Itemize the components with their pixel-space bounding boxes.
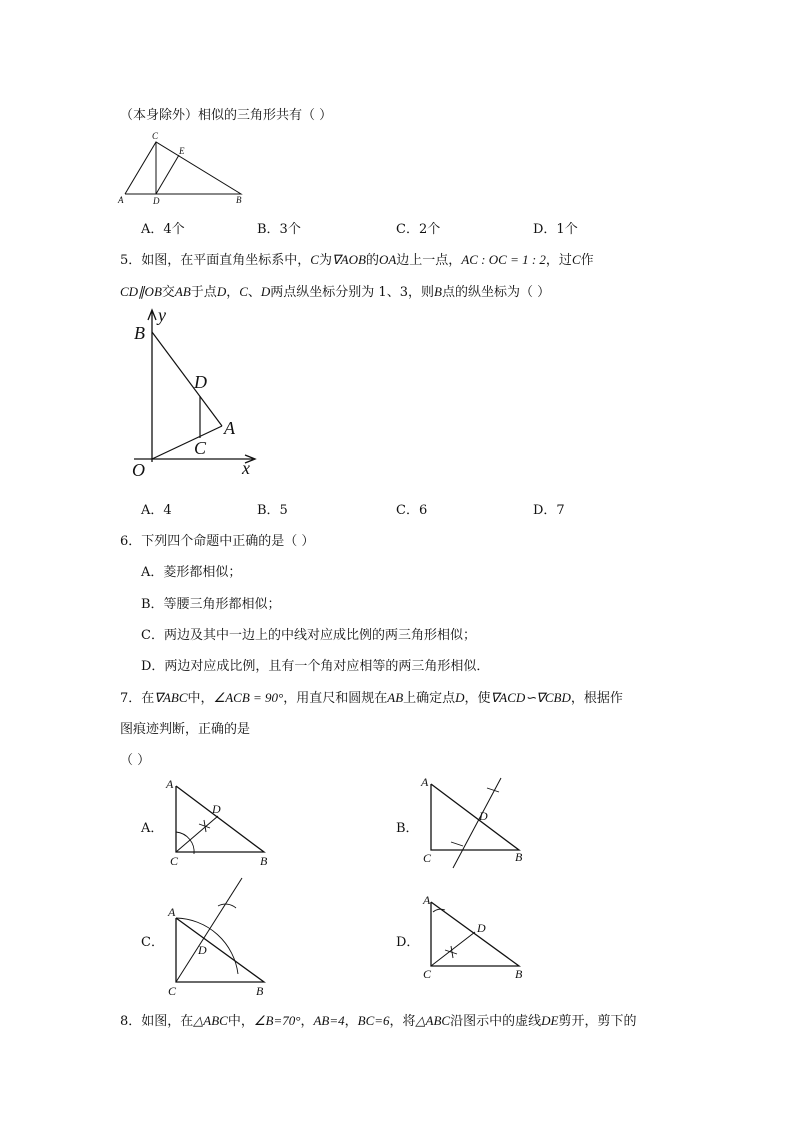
- q5-label-a: A: [224, 418, 235, 438]
- q7-option-a-label[interactable]: A．: [141, 821, 164, 836]
- q6-option-d[interactable]: D．两边对应成比例，且有一个角对应相等的两三角形相似．: [141, 659, 490, 674]
- q4-label-b: B: [236, 195, 242, 205]
- q4-label-e: E: [179, 146, 185, 156]
- q7a-label-d: D: [212, 802, 221, 816]
- q4-label-a: A: [118, 195, 124, 205]
- q7-figure-d[interactable]: [415, 888, 535, 988]
- q7-option-d-label[interactable]: D．: [396, 935, 420, 950]
- q7c-label-b: B: [256, 984, 264, 998]
- q7b-label-b: B: [515, 850, 523, 864]
- q7-figure-c[interactable]: [160, 870, 280, 1000]
- q5-line1: 5．如图，在平面直角坐标系中，C为∇AOB的OA边上一点，AC : OC = 1 : 2，过C作: [120, 252, 594, 268]
- q7a-label-b: B: [260, 854, 268, 868]
- q8-line1: 8．如图，在△ABC中，∠B=70°，AB=4，BC=6，将△ABC沿图示中的虚线DE剪开，剪下的: [120, 1013, 637, 1029]
- q5-option-d[interactable]: D．7: [533, 503, 565, 518]
- q5-figure: [120, 302, 270, 482]
- q5-line2: CD∥OB交AB于点D，C、D两点纵坐标分别为 1、3，则B点的纵坐标为（ ）: [120, 284, 551, 300]
- q4-option-c[interactable]: C．2个: [396, 222, 441, 237]
- q7a-label-a: A: [166, 777, 174, 791]
- q7b-label-c: C: [423, 851, 432, 865]
- q7-line2: 图痕迹判断，正确的是: [120, 722, 251, 737]
- q7c-label-d: D: [198, 943, 207, 957]
- q7-figure-a[interactable]: [160, 776, 280, 868]
- q4-figure: [115, 130, 255, 210]
- q6-option-a[interactable]: A．菱形都相似；: [141, 565, 242, 580]
- q7d-label-b: B: [515, 967, 523, 981]
- q7-line3: （ ）: [120, 753, 151, 768]
- q7d-label-a: A: [423, 893, 431, 907]
- q4-label-c: C: [152, 131, 159, 141]
- q4-stem: （本身除外）相似的三角形共有（ ）: [120, 108, 333, 123]
- q7a-label-c: C: [170, 854, 179, 868]
- q4-option-b[interactable]: B．3个: [257, 222, 301, 237]
- q6-stem: 6．下列四个命题中正确的是（ ）: [120, 534, 315, 549]
- q7c-label-a: A: [168, 905, 176, 919]
- q4-label-d: D: [153, 196, 160, 206]
- q5-option-b[interactable]: B．5: [257, 503, 288, 518]
- q7d-label-c: C: [423, 967, 432, 981]
- q7b-label-a: A: [421, 775, 429, 789]
- q5-label-y: y: [158, 305, 166, 325]
- q7c-label-c: C: [168, 984, 177, 998]
- q7b-label-d: D: [479, 809, 488, 823]
- q5-option-a[interactable]: A．4: [141, 503, 172, 518]
- q4-option-d[interactable]: D．1个: [533, 222, 578, 237]
- q5-label-b: B: [134, 323, 145, 343]
- q7d-label-d: D: [477, 921, 486, 935]
- q6-option-c[interactable]: C．两边及其中一边上的中线对应成比例的两三角形相似；: [141, 628, 476, 643]
- q5-option-c[interactable]: C．6: [396, 503, 428, 518]
- q4-option-a[interactable]: A．4个: [141, 222, 185, 237]
- q7-figure-b[interactable]: [415, 770, 535, 870]
- q5-label-o: O: [132, 460, 145, 480]
- q5-label-d: D: [194, 372, 207, 392]
- q5-label-x: x: [242, 458, 250, 478]
- q5-label-c: C: [194, 438, 207, 458]
- q6-option-b[interactable]: B．等腰三角形都相似；: [141, 597, 281, 612]
- q7-option-b-label[interactable]: B．: [396, 821, 419, 836]
- q7-option-c-label[interactable]: C．: [141, 935, 164, 950]
- q7-line1: 7．在∇ABC中，∠ACB = 90°，用直尺和圆规在AB上确定点D，使∇ACD∽∇CBD，根据作: [120, 690, 623, 706]
